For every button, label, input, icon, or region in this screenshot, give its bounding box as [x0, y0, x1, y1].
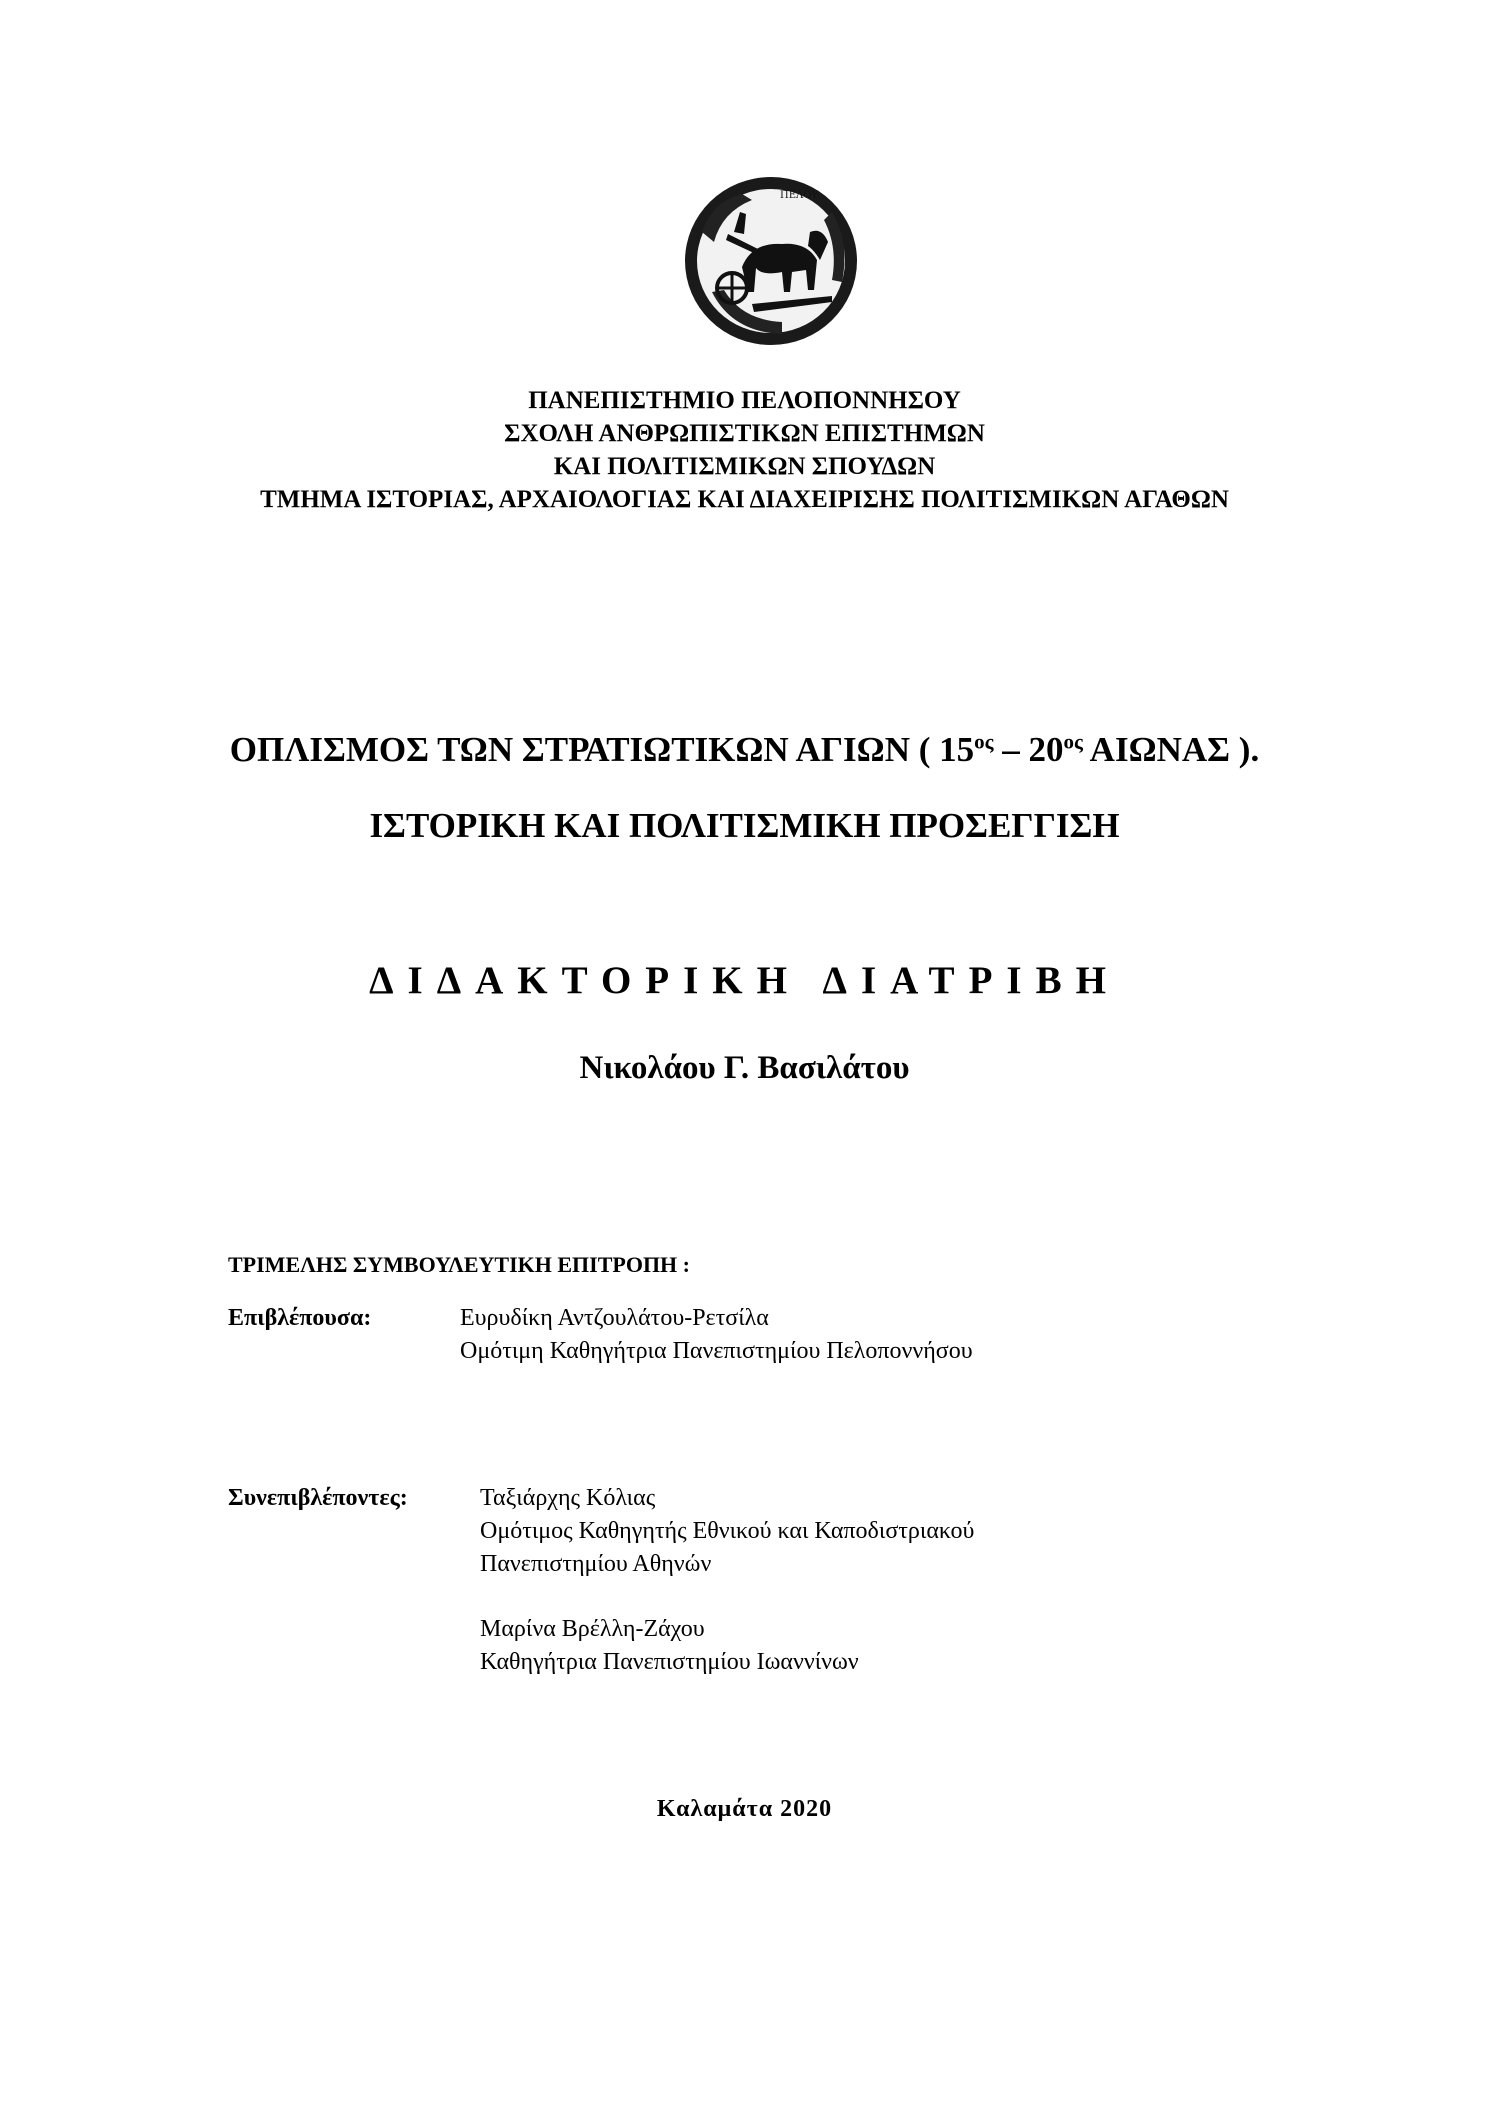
seal-inscription: ΠΕΛΟΥ: [780, 190, 819, 201]
university-seal: [682, 172, 860, 350]
thesis-title-part1: ΟΠΛΙΣΜΟΣ ΤΩΝ ΣΤΡΑΤΙΩΤΙΚΩΝ ΑΓΙΩΝ ( 15: [229, 730, 975, 769]
thesis-title-part2: – 20: [993, 730, 1064, 769]
thesis-type: ΔΙΔΑΚΤΟΡΙΚΗ ΔΙΑΤΡΙΒΗ: [369, 959, 1120, 1002]
cosupervisors-label: Συνεπιβλέποντες:: [228, 1485, 408, 1511]
university-seal-icon: [682, 172, 860, 350]
supervisor-name: Ευρυδίκη Αντζουλάτου-Ρετσίλα: [460, 1305, 769, 1331]
thesis-title: [0, 730, 1489, 770]
cosupervisor-1-name: Ταξιάρχης Κόλιας: [480, 1485, 656, 1511]
committee-heading: ΤΡΙΜΕΛΗΣ ΣΥΜΒΟΥΛΕΥΤΙΚΗ ΕΠΙΤΡΟΠΗ :: [228, 1252, 690, 1277]
place-and-year: Καλαμάτα 2020: [656, 1796, 833, 1822]
supervisor-label: Επιβλέπουσα:: [228, 1305, 372, 1331]
cosupervisor-2-title-line1: Καθηγήτρια Πανεπιστημίου Ιωαννίνων: [480, 1649, 859, 1675]
thesis-subtitle: ΙΣΤΟΡΙΚΗ ΚΑΙ ΠΟΛΙΤΙΣΜΙΚΗ ΠΡΟΣΕΓΓΙΣΗ: [369, 806, 1120, 845]
supervisor-block: [460, 1302, 973, 1368]
school-name-line2: ΚΑΙ ΠΟΛΙΤΙΣΜΙΚΩΝ ΣΠΟΥΔΩΝ: [553, 453, 936, 480]
cosupervisor-1-title-line2: Πανεπιστημίου Αθηνών: [480, 1551, 712, 1577]
thesis-title-part3: ΑΙΩΝΑΣ ).: [1082, 730, 1260, 769]
cosupervisor-1-title-line1: Ομότιμος Καθηγητής Εθνικού και Καποδιστριακού: [480, 1518, 975, 1544]
university-name: ΠΑΝΕΠΙΣΤΗΜΙΟ ΠΕΛΟΠΟΝΝΗΣΟΥ: [528, 387, 961, 414]
thesis-author: Νικολάου Γ. Βασιλάτου: [579, 1050, 910, 1086]
thesis-title-sup1: ος: [974, 729, 994, 754]
school-name-line1: ΣΧΟΛΗ ΑΝΘΡΩΠΙΣΤΙΚΩΝ ΕΠΙΣΤΗΜΩΝ: [504, 420, 985, 447]
university-header: [0, 384, 1489, 516]
thesis-title-sup2: ος: [1063, 729, 1083, 754]
cosupervisor-1: [480, 1482, 974, 1581]
department-name: ΤΜΗΜΑ ΙΣΤΟΡΙΑΣ, ΑΡΧΑΙΟΛΟΓΙΑΣ ΚΑΙ ΔΙΑΧΕΙΡΙΣΗΣ ΠΟΛΙΤΙΣΜΙΚΩΝ ΑΓΑΘΩΝ: [260, 486, 1229, 513]
cosupervisor-2: [480, 1613, 859, 1679]
supervisor-title: Ομότιμη Καθηγήτρια Πανεπιστημίου Πελοποννήσου: [460, 1338, 973, 1364]
cosupervisor-2-name: Μαρίνα Βρέλλη-Ζάχου: [480, 1616, 705, 1642]
